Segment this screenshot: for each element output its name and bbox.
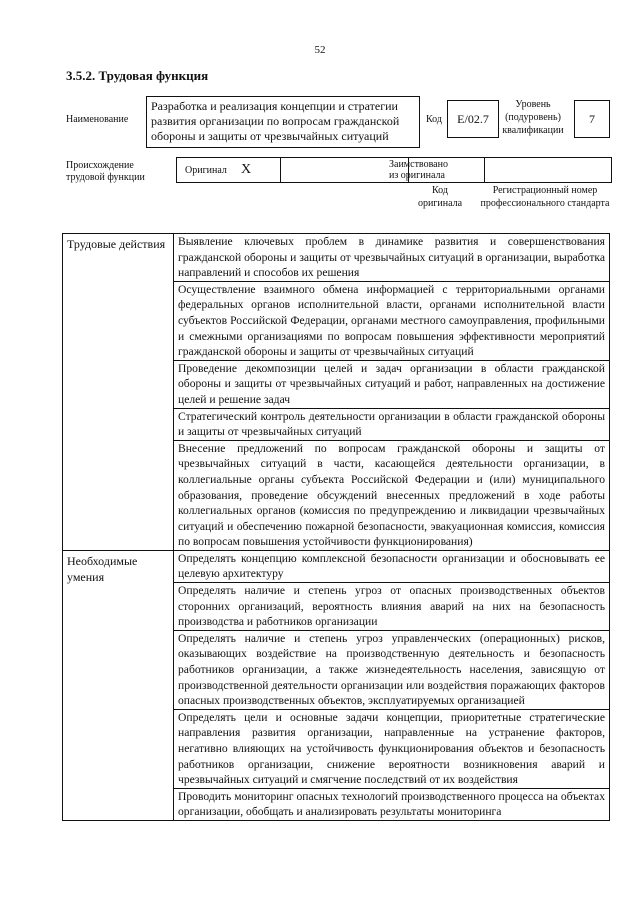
code-label: Код: [426, 114, 442, 125]
category-cell: Необходимые умения: [63, 550, 174, 820]
origin-row: [176, 157, 612, 183]
code-original-caption: Код оригинала: [417, 185, 463, 209]
level-label: Уровень (подуровень) квалификации: [502, 99, 564, 136]
borrowed-label: Заимствовано из оригинала: [389, 159, 448, 181]
item-cell: Определять наличие и степень угроз управленческих (операционных) рисков, оказывающих воздействие на производственную деятельность и безопасность работников организации, а также жизнедеятельность населения, зависящую от производственной деятельности организации или воздействия поражающих факторов опасных производственных объектов, эксплуатируемых организацией: [174, 630, 610, 709]
borrowed-cell: [281, 158, 448, 182]
item-cell: Выявление ключевых проблем в динамике развития и совершенствования гражданской обороны и защиты от чрезвычайных ситуаций в организации, выработка направлений и способов их решения: [174, 234, 610, 282]
code-value-box: E/02.7: [447, 100, 499, 138]
table-row: [63, 550, 610, 582]
original-cell: [177, 158, 281, 182]
item-cell: Внесение предложений по вопросам гражданской обороны и защиты от чрезвычайных ситуаций в части, касающейся деятельности организации, в коллегиальные органы субъекта Российской Федерации и (или) муниципального образования, проведение обсуждений внесенных предложений в ходе работы коллегиальных органов (комиссия по предупреждению и ликвидации чрезвычайных ситуаций и обеспечению пожарной безопасности, эвакуационная комиссия, комиссия по вопросам повышения устойчивости функционирования): [174, 440, 610, 550]
level-value-box: 7: [574, 100, 610, 138]
origin-label: Происхождение трудовой функции: [66, 160, 145, 183]
page-number: 52: [314, 44, 326, 56]
item-cell: Проводить мониторинг опасных технологий производственного процесса на объектах организации, обобщать и анализировать результаты мониторинга: [174, 788, 610, 820]
item-cell: Осуществление взаимного обмена информацией с территориальными органами федеральных органов исполнительной власти, органами исполнительной власти субъектов Российской Федерации, органами местного самоуправления, профильными и смежными организациями по вопросам повышения эффективности мероприятий гражданской обороны и защиты от чрезвычайных ситуаций: [174, 281, 610, 360]
reg-number-caption: Регистрационный номер профессионального стандарта: [480, 185, 610, 209]
function-name-box: Разработка и реализация концепции и стратегии развития организации по вопросам гражданской обороны и защиты от чрезвычайных ситуаций: [146, 96, 420, 148]
function-table: [62, 233, 610, 821]
item-cell: Проведение декомпозиции целей и задач организации в области гражданской обороны и защиты от чрезвычайных ситуаций и работ, направленных на достижение целей и решение задач: [174, 360, 610, 408]
table-row: [63, 234, 610, 282]
item-cell: Определять наличие и степень угроз от опасных производственных объектов сторонних организаций, вероятность влияния аварий на них на безопасность производства и работников организации: [174, 583, 610, 631]
section-title: 3.5.2. Трудовая функция: [66, 68, 209, 83]
item-cell: Определять концепцию комплексной безопасности организации и обосновывать ее целевую архитектуру: [174, 550, 610, 582]
name-label: Наименование: [66, 114, 129, 125]
original-label: Оригинал: [185, 165, 227, 176]
code-original-cell: [409, 158, 485, 182]
item-cell: Определять цели и основные задачи концепции, приоритетные стратегические направления развития организации, направленные на устранение факторов, негативно влияющих на устойчивость функционирования объектов и безопасность работников организации, снижение вероятности возникновения аварий и чрезвычайных ситуаций и смягчение последствий от их воздействия: [174, 709, 610, 788]
item-cell: Стратегический контроль деятельности организации в области гражданской обороны и защиты от чрезвычайных ситуаций: [174, 408, 610, 440]
category-cell: Трудовые действия: [63, 234, 174, 551]
original-mark: X: [241, 162, 252, 177]
